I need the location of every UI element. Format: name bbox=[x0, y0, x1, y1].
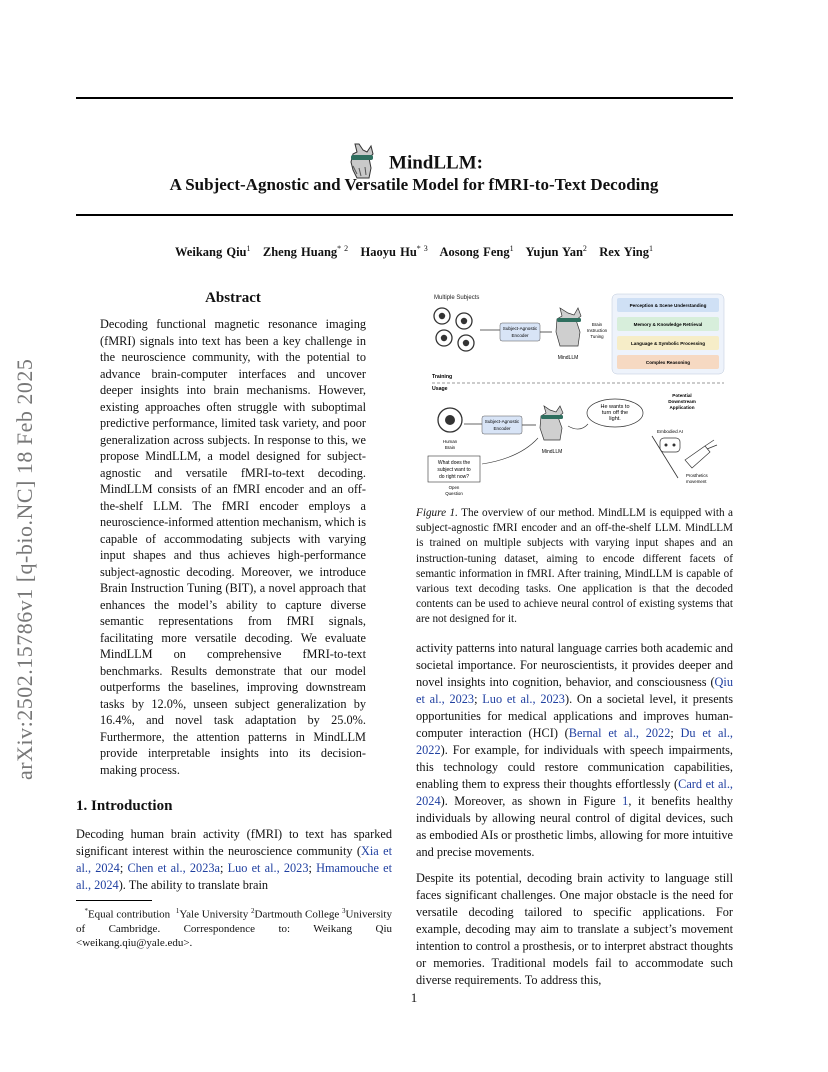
citation-link[interactable]: Xia et al., 2024 bbox=[76, 844, 392, 875]
citation-link[interactable]: Bernal et al., 2022 bbox=[568, 726, 671, 740]
svg-text:movement: movement bbox=[686, 479, 707, 484]
svg-text:MindLLM: MindLLM bbox=[541, 449, 563, 455]
title-bottom-rule bbox=[76, 214, 733, 216]
svg-text:light.: light. bbox=[609, 416, 621, 422]
svg-text:do right now?: do right now? bbox=[438, 474, 470, 480]
fig-usage-label: Usage bbox=[432, 386, 448, 392]
svg-text:Complex Reasoning: Complex Reasoning bbox=[645, 360, 691, 365]
author: Weikang Qiu bbox=[174, 245, 247, 260]
citation-link[interactable]: Qiu et al., 2023 bbox=[416, 675, 733, 706]
footnote-rule bbox=[76, 900, 152, 901]
svg-text:Prosthetics: Prosthetics bbox=[686, 473, 708, 478]
section-heading-introduction: 1. Introduction bbox=[76, 798, 173, 814]
fig-mindllm-label: MindLLM bbox=[557, 355, 579, 361]
svg-text:He wants to: He wants to bbox=[600, 404, 630, 410]
svg-text:Perception & Scene Understandi: Perception & Scene Understanding bbox=[629, 303, 707, 308]
fig-training-label: Training bbox=[432, 374, 453, 380]
svg-text:Potential: Potential bbox=[672, 393, 692, 398]
robot-icon bbox=[660, 438, 680, 452]
svg-text:Downstream: Downstream bbox=[668, 399, 696, 404]
abstract-heading: Abstract bbox=[205, 290, 261, 306]
svg-text:Subject-Agnostic: Subject-Agnostic bbox=[484, 419, 520, 424]
author: Aosong Feng bbox=[439, 245, 510, 260]
citation-link[interactable]: Hmamouche et al., 2024 bbox=[76, 861, 392, 892]
citation-link[interactable]: Du et al., 2022 bbox=[416, 726, 734, 757]
figure-1-overview bbox=[420, 288, 730, 503]
svg-text:Brain: Brain bbox=[444, 445, 456, 450]
svg-text:Brain: Brain bbox=[591, 322, 603, 327]
paper-subtitle: A Subject-Agnostic and Versatile Model for fMRI-to-Text Decoding bbox=[169, 175, 659, 194]
svg-text:Encoder: Encoder bbox=[493, 426, 511, 431]
author: Haoyu Hu bbox=[360, 245, 417, 260]
page-number: 1 bbox=[410, 990, 418, 1005]
author-list: Weikang Qiu$^1$ Zheng Huang$^{* 2}$ Haoyu Hu$^{* 3}$ Aosong Feng$^1$ Yujun Yan$^2$ Rex Ying$^1$ bbox=[174, 244, 654, 260]
title-main-text: MindLLM: bbox=[389, 152, 483, 174]
citation-link[interactable]: Card et al., 2024 bbox=[416, 777, 733, 808]
right-column-body bbox=[416, 640, 733, 998]
fig-llama-icon bbox=[540, 406, 563, 440]
citation-link[interactable]: Luo et al., 2023 bbox=[227, 861, 309, 875]
author: Zheng Huang bbox=[262, 245, 338, 260]
svg-text:Instruction: Instruction bbox=[586, 328, 608, 333]
svg-text:Tuning: Tuning bbox=[590, 334, 604, 339]
figure-reference-link[interactable]: 1 bbox=[622, 794, 629, 808]
subject-heads-icon bbox=[434, 308, 474, 351]
svg-text:Open: Open bbox=[448, 485, 460, 490]
svg-text:Question: Question bbox=[445, 491, 463, 496]
footnote: *Equal contribution $^1$Yale University $^2$Dartmouth College $^3$University of Cambridge. Correspondence to: Weikang Qiu <weikang.qiu@yale.edu>. bbox=[76, 907, 392, 949]
svg-text:Encoder: Encoder bbox=[511, 333, 529, 338]
svg-text:Application: Application bbox=[669, 405, 695, 410]
svg-text:Language & Symbolic Processing: Language & Symbolic Processing bbox=[630, 341, 706, 346]
introduction-paragraph: Decoding human brain activity (fMRI) to text has sparked significant interest within the neuroscience community (Xia et al., 2024; Chen et al., 2023a; Luo et al., 2023; Hmamouche et al., 2024). The ability to translate brain bbox=[76, 827, 392, 892]
svg-text:What does the: What does the bbox=[437, 460, 471, 466]
svg-text:Memory & Knowledge Retrieval: Memory & Knowledge Retrieval bbox=[633, 322, 703, 327]
author: Yujun Yan bbox=[525, 245, 583, 260]
figure-caption: Figure 1. The overview of our method. MindLLM is equipped with a subject-agnostic fMRI encoder and an off-the-shelf LLM. MindLLM is trained on multiple subjects with varying input shapes and an instruction-tuning dataset, aiming to encode different facets of semantic information in fMRI. After training, MindLLM is capable of various text decoding tasks. One application is that the decoded contents can be used to achieve neural control of existing systems that are not designed for it. bbox=[416, 507, 733, 626]
author: Rex Ying bbox=[599, 245, 650, 260]
fig-llama-icon bbox=[556, 308, 581, 346]
citation-link[interactable]: Chen et al., 2023a bbox=[127, 861, 220, 875]
svg-text:Human: Human bbox=[442, 439, 458, 444]
svg-text:turn off the: turn off the bbox=[601, 410, 629, 416]
citation-link[interactable]: Luo et al., 2023 bbox=[482, 692, 565, 706]
fig-embodied-ai-label: Embodied AI bbox=[656, 429, 684, 434]
fig-human-brain-icon bbox=[438, 408, 462, 432]
paragraph: Despite its potential, decoding brain activity to language still faces significant challenges. One major obstacle is the need for versatile decoding tailored to specific applications. For example, decoding may aim to translate a subject’s movement intention to control a prosthesis, or to interpret abstract thoughts or memories. Traditional models fail to accommodate such diverse requirements. To address this, bbox=[416, 871, 733, 987]
paragraph: activity patterns into natural language carries both academic and societal importance. For neuroscientists, it provides deeper and novel insights into cognition, behavior, and consciousness (Qiu et al., 2023; Luo et al., 2023). On a societal level, it presents opportunities for medical applications and improves human-computer interaction (HCI) (Bernal et al., 2022; Du et al., 2022). For example, for individuals with speech impairments, this technology could restore communication capabilities, enabling them to express their thoughts effortlessly (Card et al., 2024). Moreover, as shown in Figure 1, it benefits healthy individuals by allowing neural control of digital devices, such as embodied AIs or prosthetic limbs, allowing for more intuitive and precise movements. bbox=[416, 641, 734, 859]
svg-text:subject want to: subject want to bbox=[437, 467, 471, 473]
fig-encoder-label: Subject-Agnostic bbox=[502, 326, 538, 331]
prosthetic-arm-icon bbox=[685, 440, 717, 468]
abstract-body: Decoding functional magnetic resonance imaging (fMRI) signals into text has been a key challenge in the neuroscience community, with the potential to advance brain-computer interfaces and uncover deeper insights into brain mechanisms. However, existing approaches often struggle with suboptimal predictive performance, limited task variety, and poor generalization across subjects. In response to this, we propose MindLLM, a model designed for subject-agnostic and versatile fMRI-to-text decoding. MindLLM consists of an fMRI encoder and an off-the-shelf LLM. The fMRI encoder employs a neuroscience-informed attention mechanism, which is capable of accommodating subjects with varying input shapes and thus achieves high-performance subject-agnostic decoding. Moreover, we introduce Brain Instruction Tuning (BIT), a novel approach that enhances the model’s ability to capture diverse semantic representations from fMRI signals, facilitating more versatile decoding. We evaluate MindLLM on comprehensive fMRI-to-text benchmarks. Results demonstrate that our model outperforms the baselines, improving downstream tasks by 12.0%, unseen subject generalization by 16.4%, and novel task adaptation by 25.0%. Furthermore, the attention patterns in MindLLM provide interpretable insights into its decision-making process. bbox=[100, 317, 367, 777]
arxiv-identifier: arXiv:2502.15786v1 [q-bio.NC] 18 Feb 2025 bbox=[12, 358, 37, 780]
fig-multiple-subjects: Multiple Subjects bbox=[434, 295, 480, 301]
top-rule bbox=[76, 97, 733, 99]
